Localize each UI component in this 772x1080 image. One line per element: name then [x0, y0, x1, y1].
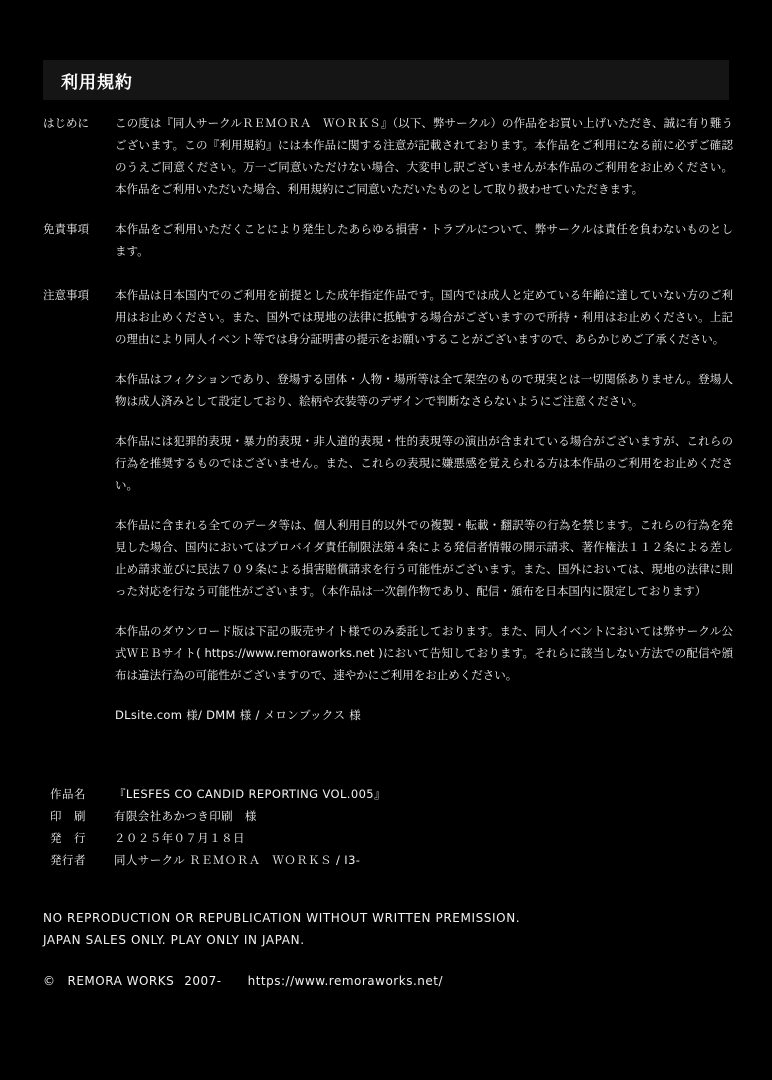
colophon-label: 作品名: [50, 787, 86, 801]
section-body: [115, 112, 733, 200]
copyright-symbol: ©: [43, 974, 56, 988]
footer-notice-line: JAPAN SALES ONLY. PLAY ONLY IN JAPAN.: [43, 933, 305, 947]
section-body: [115, 284, 733, 726]
paragraph: 本作品に含まれる全てのデータ等は、個人利用目的以外での複製・転載・翻訳等の行為を禁じます。これらの行為を発見した場合、国内においてはプロバイダ責任制限法第４条による発信者情報の開示請求、著作権法１１２条による差し止め請求並びに民法７０９条による損害賠償請求を行う可能性がございます。また、国外においては、現地の法律に則った対応を行なう可能性がございます。（本作品は一次創作物であり、配信・頒布を日本国内に限定しております）: [115, 518, 733, 598]
colophon-row: [50, 807, 740, 826]
section-disclaimer: [43, 218, 733, 262]
section-introduction: [43, 112, 733, 200]
section-label: 免責事項: [43, 222, 89, 236]
colophon-label: 発 行: [50, 831, 86, 845]
paragraph: 本作品は日本国内でのご利用を前提とした成年指定作品です。国内では成人と定めている年齢に達していない方のご利用はお止めください。また、国外では現地の法律に抵触する場合がございますので所持・利用はお止めください。上記の理由により同人イベント等では身分証明書の提示をお願いすることがございますので、あらかじめご了承ください。: [115, 288, 733, 346]
colophon-value: ２０２５年０７月１８日: [114, 831, 245, 845]
section-body: [115, 218, 733, 262]
section-label: はじめに: [43, 116, 89, 130]
paragraph: この度は『同人サークルＲＥＭＯＲＡ ＷＯＲＫＳ』（以下、弊サークル）の作品をお買い上げいただき、誠に有り難うございます。この『利用規約』には本作品に関する注意が記載されております。本作品をご利用になる前に必ずご確認のうえご同意ください。万一ご同意いただけない場合、大変申し訳ございませんが本作品のご利用をお止めください。本作品をご利用いただいた場合、利用規約にご同意いただいたものとして取り扱わせていただきます。: [115, 116, 733, 196]
section-precautions: [43, 284, 733, 726]
colophon-value: 同人サークル ＲＥＭＯＲＡ ＷＯＲＫＳ / I3-: [114, 853, 361, 867]
authorized-shops-list: DLsite.com 様/ DMM 様 / メロンブックス 様: [115, 708, 362, 722]
paragraph: 本作品はフィクションであり、登場する団体・人物・場所等は全て架空のもので現実とは一切関係ありません。登場人物は成人済みとして設定しており、絵柄や衣装等のデザインで判断なさらないようにご注意ください。: [115, 372, 733, 408]
copyright-line: [43, 971, 443, 991]
paragraph: 本作品をご利用いただくことにより発生したあらゆる損害・トラブルについて、弊サークルは責任を負わないものとします。: [115, 222, 733, 258]
copyright-years: 2007-: [184, 974, 222, 988]
colophon-label: 印 刷: [50, 809, 86, 823]
terms-content: [43, 112, 733, 744]
website-url: https://www.remoraworks.net/: [247, 974, 443, 988]
colophon-row: [50, 851, 740, 870]
footer-notices: [43, 908, 733, 952]
page-title: 利用規約: [61, 72, 133, 93]
colophon: [50, 785, 740, 873]
colophon-row: [50, 829, 740, 848]
colophon-value: 『LESFES CO CANDID REPORTING VOL.005』: [114, 787, 386, 801]
section-label: 注意事項: [43, 288, 89, 302]
paragraph: 本作品のダウンロード版は下記の販売サイト様でのみ委託しております。また、同人イベントにおいては弊サークル公式ＷＥＢサイト( https://www.remoraworks.net )において告知しております。それらに該当しない方法での配信や頒布は違法行為の可能性がございますので、速やかにご利用をお止めください。: [115, 624, 733, 682]
paragraph: 本作品には犯罪的表現・暴力的表現・非人道的表現・性的表現等の演出が含まれている場合がございますが、これらの行為を推奨するものではございません。また、これらの表現に嫌悪感を覚えられる方は本作品のご利用をお止めください。: [115, 434, 733, 492]
colophon-row: [50, 785, 740, 804]
page-title-bar: [43, 60, 729, 100]
footer-notice-line: NO REPRODUCTION OR REPUBLICATION WITHOUT WRITTEN PREMISSION.: [43, 911, 521, 925]
colophon-label: 発行者: [50, 853, 86, 867]
colophon-value: 有限会社あかつき印刷 様: [114, 809, 257, 823]
copyright-owner: REMORA WORKS: [67, 974, 175, 988]
